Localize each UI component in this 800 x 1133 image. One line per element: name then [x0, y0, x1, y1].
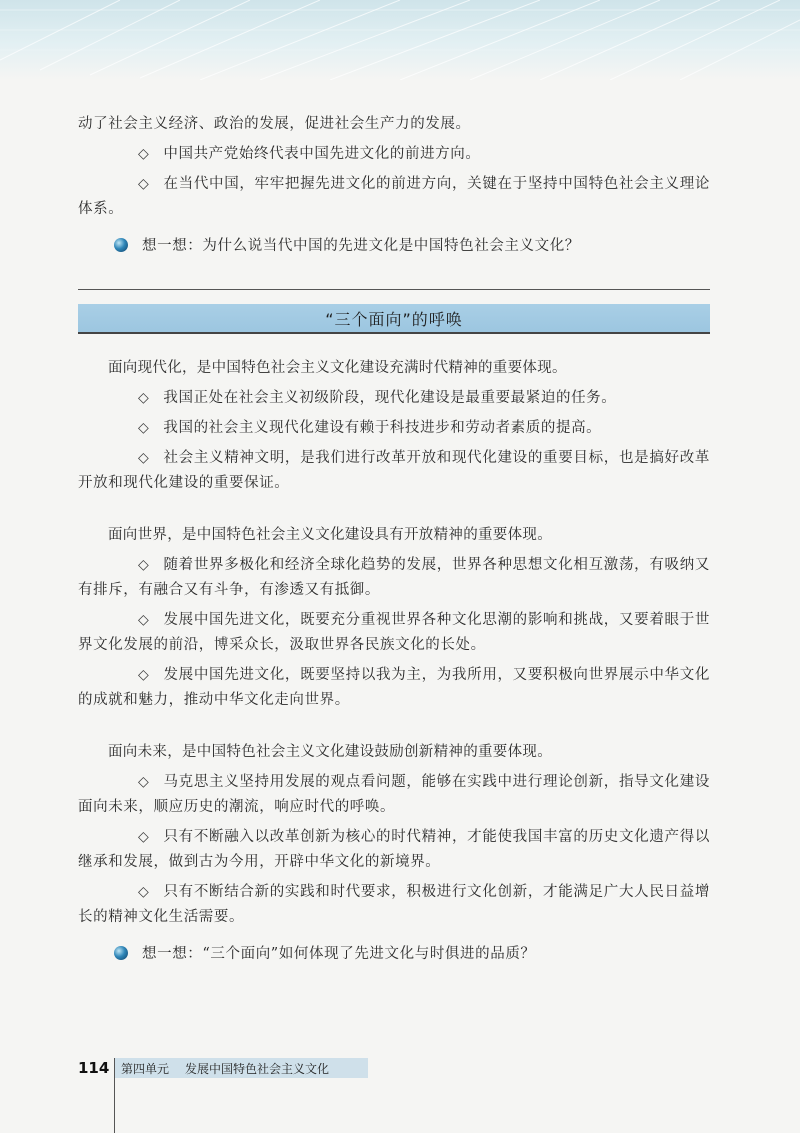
diamond-icon: ◇	[138, 612, 150, 628]
diamond-icon: ◇	[138, 557, 150, 573]
section-title: “三个面向”的呼唤	[78, 304, 710, 334]
diamond-icon: ◇	[138, 829, 150, 845]
diamond-icon: ◇	[138, 176, 150, 192]
page-number: 114	[78, 1059, 110, 1077]
unit-label: 第四单元	[121, 1061, 170, 1076]
globe-bullet-icon	[114, 946, 128, 960]
think-prompt: 想一想：“三个面向”如何体现了先进文化与时俱进的品质？	[114, 942, 710, 963]
block-point: ◇ 随着世界多极化和经济全球化趋势的发展，世界各种思想文化相互激荡，有吸纳又有排斥，有融合又有斗争，有渗透又有抵御。	[78, 553, 710, 603]
block-point: ◇ 只有不断结合新的实践和时代要求，积极进行文化创新，才能满足广大人民日益增长的精神文化生活需要。	[78, 880, 710, 930]
diamond-icon: ◇	[138, 390, 150, 406]
diamond-icon: ◇	[138, 667, 150, 683]
block-point: ◇ 我国正处在社会主义初级阶段，现代化建设是最重要最紧迫的任务。	[78, 386, 710, 411]
block-lead: 面向现代化，是中国特色社会主义文化建设充满时代精神的重要体现。	[108, 360, 567, 376]
page-content	[78, 112, 710, 963]
footer-divider	[114, 1058, 115, 1133]
section-header	[78, 289, 710, 334]
diamond-icon: ◇	[138, 450, 150, 466]
header-decoration	[0, 0, 800, 80]
footer-unit-bar	[114, 1058, 368, 1078]
diamond-icon: ◇	[138, 146, 150, 162]
page-footer	[78, 1058, 368, 1078]
diamond-icon: ◇	[138, 884, 150, 900]
block-point: ◇ 只有不断融入以改革创新为核心的时代精神，才能使我国丰富的历史文化遗产得以继承和发展，做到古为今用，开辟中华文化的新境界。	[78, 825, 710, 875]
globe-bullet-icon	[114, 238, 128, 252]
block-point: ◇ 发展中国先进文化，既要坚持以我为主，为我所用，又要积极向世界展示中华文化的成就和魅力，推动中华文化走向世界。	[78, 663, 710, 713]
intro-paragraph: 动了社会主义经济、政治的发展，促进社会生产力的发展。	[78, 116, 471, 132]
block-point: ◇ 社会主义精神文明，是我们进行改革开放和现代化建设的重要目标，也是搞好改革开放和现代化建设的重要保证。	[78, 446, 710, 496]
think-prompt: 想一想：为什么说当代中国的先进文化是中国特色社会主义文化？	[114, 234, 710, 255]
diamond-icon: ◇	[138, 774, 150, 790]
block-lead: 面向世界，是中国特色社会主义文化建设具有开放精神的重要体现。	[108, 527, 552, 543]
intro-point: ◇ 在当代中国，牢牢把握先进文化的前进方向，关键在于坚持中国特色社会主义理论体系。	[78, 172, 710, 222]
block-point: ◇ 发展中国先进文化，既要充分重视世界各种文化思潮的影响和挑战，又要着眼于世界文化发展的前沿，博采众长，汲取世界各民族文化的长处。	[78, 608, 710, 658]
block-point: ◇ 我国的社会主义现代化建设有赖于科技进步和劳动者素质的提高。	[78, 416, 710, 441]
diamond-icon: ◇	[138, 420, 150, 436]
block-lead: 面向未来，是中国特色社会主义文化建设鼓励创新精神的重要体现。	[108, 744, 552, 760]
block-point: ◇ 马克思主义坚持用发展的观点看问题，能够在实践中进行理论创新，指导文化建设面向未来，顺应历史的潮流，响应时代的呼唤。	[78, 770, 710, 820]
unit-title: 发展中国特色社会主义文化	[185, 1061, 330, 1076]
intro-point: ◇ 中国共产党始终代表中国先进文化的前进方向。	[78, 142, 710, 167]
